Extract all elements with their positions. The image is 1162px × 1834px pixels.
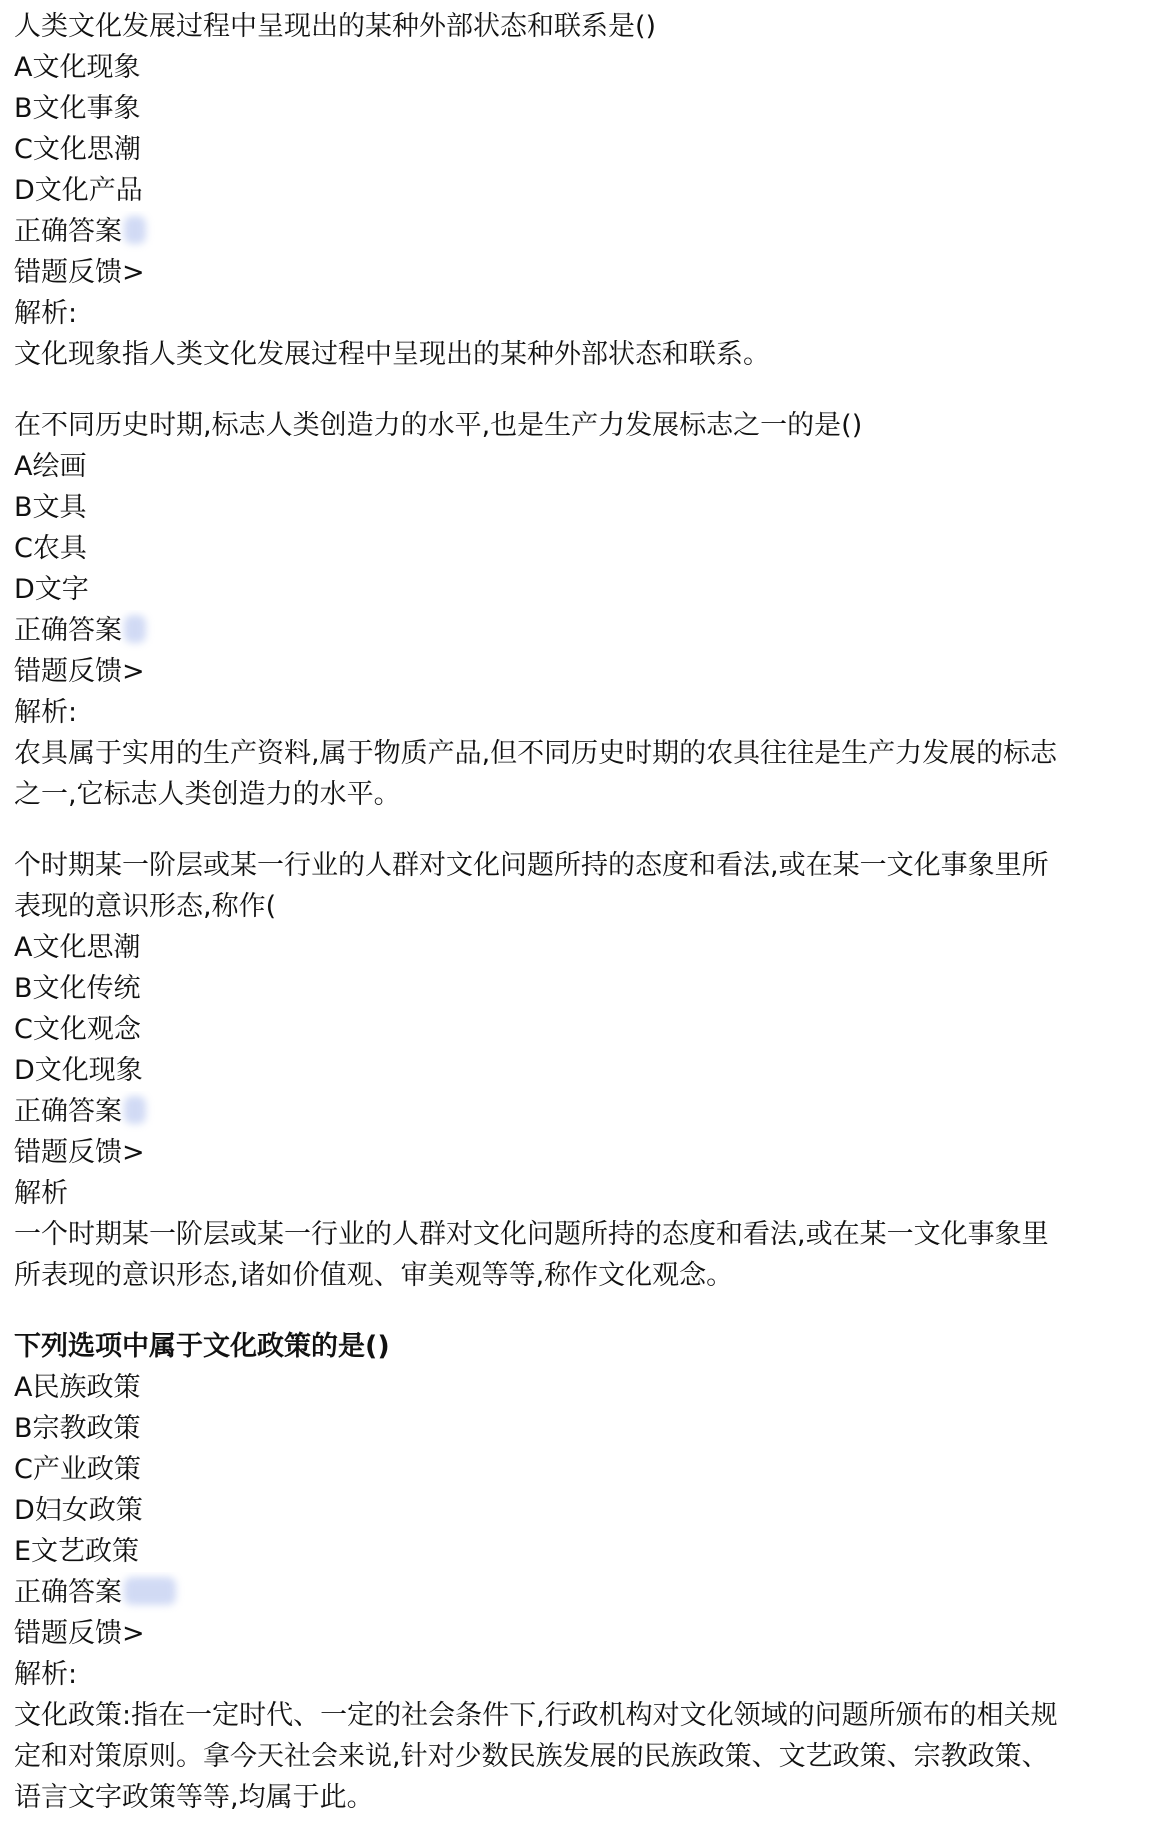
blurred-answer — [124, 1577, 176, 1605]
analysis-label: 解析: — [14, 697, 78, 728]
analysis-text-line: 文化政策:指在一定时代、一定的社会条件下,行政机构对文化领域的问题所颁布的相关规 — [14, 1700, 1058, 1731]
analysis-text-line: 一个时期某一阶层或某一行业的人群对文化问题所持的态度和看法,或在某一文化事象里 — [14, 1219, 1049, 1250]
question-stem: 下列选项中属于文化政策的是() — [14, 1331, 390, 1362]
blurred-answer — [124, 216, 146, 244]
question-block-1 — [14, 6, 1144, 375]
question-block-2 — [14, 405, 1144, 815]
option-b: B文化传统 — [14, 973, 141, 1004]
correct-answer-row — [14, 610, 1144, 651]
option-d: D妇女政策 — [14, 1495, 143, 1526]
correct-answer-row — [14, 211, 1144, 252]
option-b: B文具 — [14, 492, 87, 523]
option-d: D文化现象 — [14, 1055, 143, 1086]
blurred-answer — [124, 615, 146, 643]
option-c: C文化观念 — [14, 1014, 141, 1045]
question-stem: 个时期某一阶层或某一行业的人群对文化问题所持的态度和看法,或在某一文化事象里所 — [14, 850, 1049, 881]
option-c: C农具 — [14, 533, 87, 564]
wrong-question-feedback-link[interactable]: 错题反馈> — [14, 1137, 145, 1168]
analysis-text-line: 所表现的意识形态,诸如价值观、审美观等等,称作文化观念。 — [14, 1260, 734, 1291]
correct-answer-label: 正确答案 — [14, 615, 122, 646]
analysis-label: 解析 — [14, 1178, 68, 1209]
option-a: A文化现象 — [14, 52, 141, 83]
wrong-question-feedback-link[interactable]: 错题反馈> — [14, 257, 145, 288]
question-stem: 在不同历史时期,标志人类创造力的水平,也是生产力发展标志之一的是() — [14, 410, 863, 441]
analysis-text-line: 定和对策原则。拿今天社会来说,针对少数民族发展的民族政策、文艺政策、宗教政策、 — [14, 1741, 1049, 1772]
option-d: D文字 — [14, 574, 89, 605]
analysis-text-line: 之一,它标志人类创造力的水平。 — [14, 779, 401, 810]
question-stem: 人类文化发展过程中呈现出的某种外部状态和联系是() — [14, 11, 657, 42]
question-block-4 — [14, 1326, 1144, 1818]
wrong-question-feedback-link[interactable]: 错题反馈> — [14, 656, 145, 687]
quiz-page — [14, 6, 1144, 1818]
option-d: D文化产品 — [14, 175, 143, 206]
correct-answer-label: 正确答案 — [14, 1577, 122, 1608]
option-c: C文化思潮 — [14, 134, 141, 165]
analysis-text-line: 语言文字政策等等,均属于此。 — [14, 1782, 374, 1813]
option-c: C产业政策 — [14, 1454, 141, 1485]
analysis-label: 解析: — [14, 298, 78, 329]
analysis-text-line: 农具属于实用的生产资料,属于物质产品,但不同历史时期的农具往往是生产力发展的标志 — [14, 738, 1058, 769]
correct-answer-label: 正确答案 — [14, 216, 122, 247]
option-a: A文化思潮 — [14, 932, 141, 963]
option-a: A民族政策 — [14, 1372, 141, 1403]
option-b: B文化事象 — [14, 93, 141, 124]
wrong-question-feedback-link[interactable]: 错题反馈> — [14, 1618, 145, 1649]
option-a: A绘画 — [14, 451, 87, 482]
correct-answer-row — [14, 1572, 1144, 1613]
correct-answer-row — [14, 1091, 1144, 1132]
question-block-3 — [14, 845, 1144, 1296]
correct-answer-label: 正确答案 — [14, 1096, 122, 1127]
analysis-text-line: 文化现象指人类文化发展过程中呈现出的某种外部状态和联系。 — [14, 339, 770, 370]
option-b: B宗教政策 — [14, 1413, 141, 1444]
option-e: E文艺政策 — [14, 1536, 140, 1567]
analysis-label: 解析: — [14, 1659, 78, 1690]
question-stem: 表现的意识形态,称作( — [14, 891, 277, 922]
blurred-answer — [124, 1096, 146, 1124]
